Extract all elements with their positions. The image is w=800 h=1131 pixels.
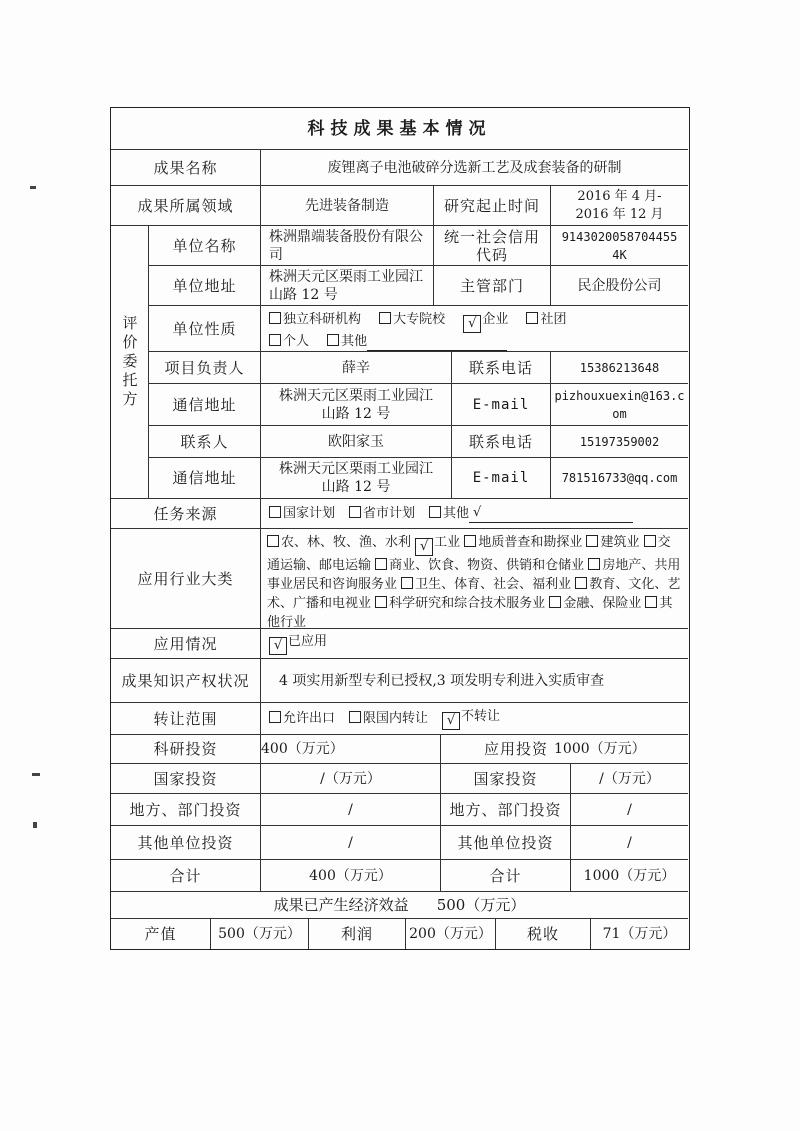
checkbox-icon [375,596,387,608]
contact-phone-value: 15197359002 [551,426,688,458]
checkbox-icon [644,535,656,547]
checkbox-icon [327,334,339,346]
checked-box-icon: √ [442,712,460,730]
benefit-value: 500（万元） [436,896,526,914]
checkbox-icon [575,577,587,589]
dept-label: 主管部门 [434,266,551,306]
transfer-label: 转让范围 [111,703,261,735]
industry-option-industry[interactable]: √ 工业 [415,535,460,550]
application-value-cell [261,629,688,659]
checkbox-icon [588,558,600,570]
scan-mark [32,773,40,776]
output-value: 500（万元） [211,919,309,949]
achievement-name-label: 成果名称 [111,150,261,186]
local-invest-label: 地方、部门投资 [111,794,261,826]
dept-value: 民企股份公司 [551,266,688,306]
checkbox-icon [269,711,281,723]
nature-option-other[interactable]: 其他 [327,334,507,349]
application-option-applied[interactable]: √ 已应用 [269,633,327,655]
leader-address-label: 通信地址 [149,384,261,426]
leader-value: 薛辛 [261,352,452,384]
scan-mark [30,186,36,189]
industry-list [267,533,682,632]
industry-option-science[interactable]: 科学研究和综合技术服务业 [375,596,545,611]
nature-option-college[interactable]: 大专院校 [379,312,445,327]
profit-value: 200（万元） [406,919,496,949]
checkbox-icon [464,535,476,547]
client-side-text: 评价委托方 [120,314,139,410]
national-research-value: /（万元） [261,764,441,794]
nature-option-society[interactable]: 社团 [526,312,566,327]
total-label-2: 合计 [441,860,571,892]
checked-box-icon: √ [269,637,287,655]
checkbox-icon [349,506,361,518]
total-app-value: 1000（万元） [571,860,688,892]
profit-label: 利润 [309,919,406,949]
local-app-value: / [571,794,688,826]
task-source-label: 任务来源 [111,499,261,529]
total-research-value: 400（万元） [261,860,441,892]
contact-email-value: 781516733@qq.com [551,458,688,499]
achievement-name-value: 废锂离子电池破碎分选新工艺及成套装备的研制 [261,150,688,186]
contact-value: 欧阳家玉 [261,426,452,458]
national-app-value: /（万元） [571,764,688,794]
other-research-value: / [261,826,441,860]
unit-address-label: 单位地址 [149,266,261,306]
checkbox-icon [269,334,281,346]
unit-name-label: 单位名称 [149,226,261,266]
client-side-label [111,226,149,499]
other-invest-label: 其他单位投资 [111,826,261,860]
other-invest-label-2: 其他单位投资 [441,826,571,860]
app-invest-value: 1000（万元） [551,735,688,764]
contact-address-value: 株洲天元区栗雨工业园江山路 12 号 [261,458,452,499]
contact-address-label: 通信地址 [149,458,261,499]
industry-options [261,529,688,629]
task-source-options [261,499,688,529]
industry-option-other[interactable]: 其他行业 [267,596,673,630]
contact-email-label: E-mail [452,458,551,499]
field-value: 先进装备制造 [261,186,434,226]
checkbox-icon [269,506,281,518]
field-label: 成果所属领域 [111,186,261,226]
other-app-value: / [571,826,688,860]
contact-label: 联系人 [149,426,261,458]
benefit-row [111,892,688,919]
industry-option-finance[interactable]: 金融、保险业 [549,596,641,611]
transfer-option-domestic[interactable]: 限国内转让 [349,710,428,728]
research-invest-value: 400（万元） [261,735,441,764]
checkbox-icon [645,596,657,608]
local-research-value: / [261,794,441,826]
checkbox-icon [549,596,561,608]
leader-phone-value: 15386213648 [551,352,688,384]
transfer-options [261,703,688,735]
checkbox-icon [267,535,279,547]
application-label: 应用情况 [111,629,261,659]
unit-nature-label: 单位性质 [149,306,261,352]
task-option-national[interactable]: 国家计划 [269,505,335,523]
checkbox-icon [269,312,281,324]
industry-label: 应用行业大类 [111,529,261,629]
tax-value: 71（万元） [602,926,677,942]
scan-mark [33,822,37,828]
industry-option-health[interactable]: 卫生、体育、社会、福利业 [401,577,571,592]
checkbox-icon [401,577,413,589]
unit-nature-options [261,306,688,352]
industry-option-construction[interactable]: 建筑业 [586,535,639,550]
leader-email-label: E-mail [452,384,551,426]
output-label: 产值 [111,919,211,949]
checkbox-icon [586,535,598,547]
nature-option-individual[interactable]: 个人 [269,334,309,349]
leader-email-value: pizhouxuexin@163.com [551,384,688,426]
task-option-other[interactable]: 其他 √ [429,504,633,523]
credit-code-value: 9143020058704455 4K [551,226,688,266]
total-label: 合计 [111,860,261,892]
period-label: 研究起止时间 [434,186,551,226]
checked-box-icon: √ [415,538,433,556]
industry-option-education[interactable]: 教育、文化、艺术、广播和电视业 [267,577,681,611]
national-invest-label: 国家投资 [111,764,261,794]
other-blank-line [367,350,507,351]
industry-option-transport[interactable]: 交通运输、邮电运输 [267,535,671,573]
unit-nature-list [269,311,580,351]
leader-address-value: 株洲天元区栗雨工业园江山路 12 号 [261,384,452,426]
nature-option-enterprise[interactable]: √ 企业 [463,312,508,327]
industry-option-realestate[interactable]: 房地产、共用事业居民和咨询服务业 [267,558,681,592]
checkbox-icon [375,558,387,570]
form-title: 科技成果基本情况 [111,108,688,150]
app-invest-label: 应用投资 [441,735,551,764]
contact-phone-label: 联系电话 [452,426,551,458]
task-option-provincial[interactable]: 省市计划 [349,505,415,523]
checkbox-icon [379,312,391,324]
ip-label: 成果知识产权状况 [111,659,261,703]
local-invest-label-2: 地方、部门投资 [441,794,571,826]
national-invest-label-2: 国家投资 [441,764,571,794]
unit-address-value: 株洲天元区栗雨工业园江山路 12 号 [261,266,434,306]
leader-label: 项目负责人 [149,352,261,384]
industry-option-geology[interactable]: 地质普查和勘探业 [464,535,582,550]
checked-box-icon: √ [463,315,481,333]
achievement-form-table [110,107,690,950]
task-other-value: √ [469,504,633,523]
benefit-label: 成果已产生经济效益 [273,896,409,914]
research-invest-label: 科研投资 [111,735,261,764]
checkbox-icon [429,506,441,518]
industry-option-agriculture[interactable]: 农、林、牧、渔、水利 [267,535,411,550]
period-value: 2016 年 4 月- 2016 年 12 月 [551,186,688,226]
checkbox-icon [349,711,361,723]
transfer-option-export[interactable]: 允许出口 [269,710,335,728]
transfer-option-none[interactable]: √ 不转让 [442,708,500,730]
unit-name-value: 株洲鼎端装备股份有限公司 [261,226,434,266]
credit-code-label: 统一社会信用代码 [434,226,551,266]
nature-option-research[interactable]: 独立科研机构 [269,312,361,327]
industry-option-commerce[interactable]: 商业、饮食、物资、供销和仓储业 [375,558,584,573]
checkbox-icon [526,312,538,324]
tax-label: 税收 [496,919,591,949]
leader-phone-label: 联系电话 [452,352,551,384]
ip-value: 4 项实用新型专利已授权,3 项发明专利进入实质审查 [261,659,688,703]
